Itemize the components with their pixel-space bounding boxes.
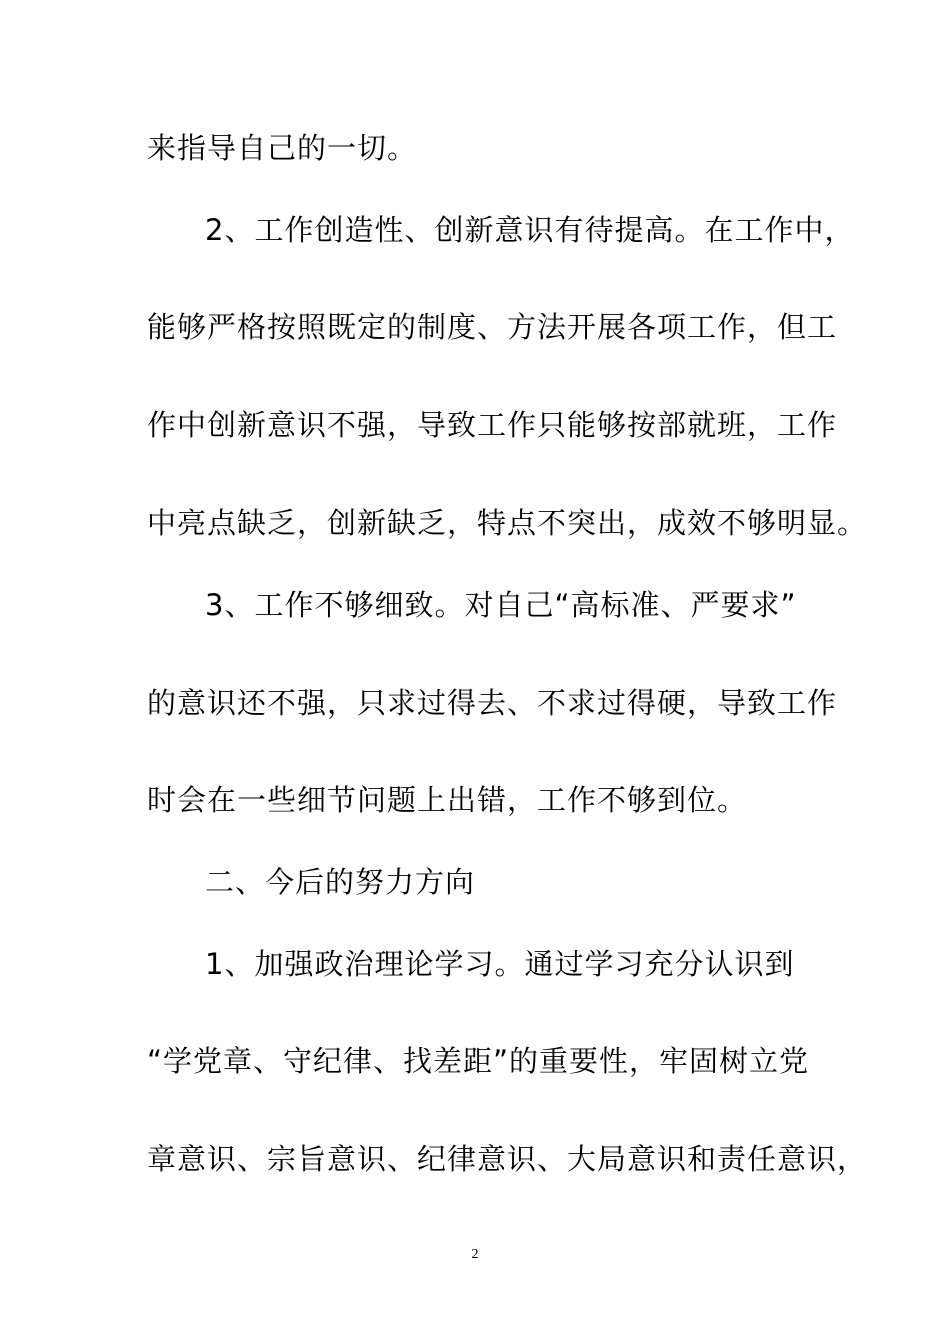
text-line-2: 2、工作创造性、创新意识有待提高。在工作中， xyxy=(205,213,855,247)
text-line-11: “学党章、守纪律、找差距”的重要性，牢固树立党 xyxy=(147,1044,810,1078)
text-line-5: 中亮点缺乏，创新缺乏，特点不突出，成效不够明显。 xyxy=(147,506,868,540)
text-line-1: 来指导自己的一切。 xyxy=(147,131,418,165)
text-line-6: 3、工作不够细致。对自己“高标准、严要求” xyxy=(205,588,797,622)
text-line-4: 作中创新意识不强，导致工作只能够按部就班，工作 xyxy=(147,408,838,442)
text-line-3: 能够严格按照既定的制度、方法开展各项工作，但工 xyxy=(147,310,838,344)
text-line-12: 章意识、宗旨意识、纪律意识、大局意识和责任意识， xyxy=(147,1142,868,1176)
section-heading: 二、今后的努力方向 xyxy=(205,865,476,899)
text-line-8: 时会在一些细节问题上出错，工作不够到位。 xyxy=(147,783,748,817)
text-line-7: 的意识还不强，只求过得去、不求过得硬，导致工作 xyxy=(147,686,838,720)
page-number: 2 xyxy=(471,1247,479,1262)
text-line-10: 1、加强政治理论学习。通过学习充分认识到 xyxy=(205,947,795,981)
